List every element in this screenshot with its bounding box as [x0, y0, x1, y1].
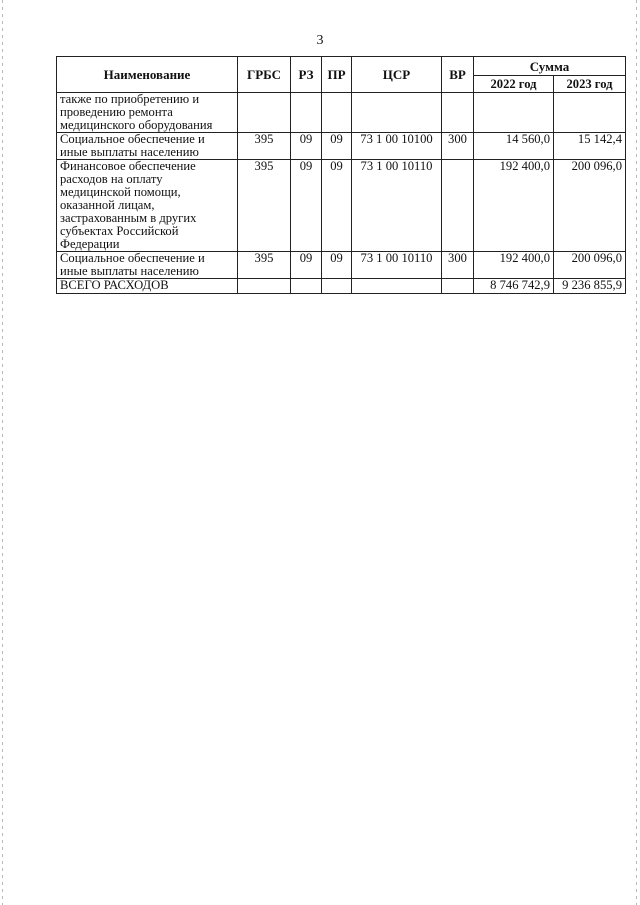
row-pr: 09 — [322, 160, 352, 252]
row-sum-2023: 15 142,4 — [554, 133, 626, 160]
row-sum-2023: 200 096,0 — [554, 160, 626, 252]
row-grbs: 395 — [238, 252, 291, 279]
row-vr: 300 — [442, 133, 474, 160]
table-row — [57, 93, 626, 133]
row-grbs: 395 — [238, 160, 291, 252]
table-header — [57, 57, 626, 93]
header-year-2023: 2023 год — [554, 76, 626, 93]
row-pr: 09 — [322, 133, 352, 160]
row-rz — [291, 93, 322, 133]
row-grbs — [238, 93, 291, 133]
row-name: Социальное обеспечение и иные выплаты населению — [57, 252, 238, 279]
header-year-2022: 2022 год — [474, 76, 554, 93]
total-sum-2022: 8 746 742,9 — [474, 279, 554, 294]
scan-edge-right — [636, 0, 637, 905]
expenditure-table — [56, 56, 626, 294]
row-sum-2023: 200 096,0 — [554, 252, 626, 279]
table-row — [57, 252, 626, 279]
row-vr — [442, 93, 474, 133]
header-rz: РЗ — [291, 57, 322, 93]
table-row — [57, 160, 626, 252]
header-pr: ПР — [322, 57, 352, 93]
total-sum-2023: 9 236 855,9 — [554, 279, 626, 294]
row-rz: 09 — [291, 252, 322, 279]
row-rz: 09 — [291, 160, 322, 252]
total-empty-cell — [322, 279, 352, 294]
header-name: Наименование — [57, 57, 238, 93]
row-sum-2022: 192 400,0 — [474, 160, 554, 252]
row-pr: 09 — [322, 252, 352, 279]
row-name: Финансовое обеспечение расходов на оплату медицинской помощи, оказанной лицам, застрахованным в других субъектах Российской Федерации — [57, 160, 238, 252]
row-sum-2022 — [474, 93, 554, 133]
total-empty-cell — [238, 279, 291, 294]
total-label: ВСЕГО РАСХОДОВ — [57, 279, 238, 294]
total-empty-cell — [352, 279, 442, 294]
row-csr — [352, 93, 442, 133]
header-csr: ЦСР — [352, 57, 442, 93]
row-csr: 73 1 00 10110 — [352, 160, 442, 252]
row-sum-2023 — [554, 93, 626, 133]
row-sum-2022: 14 560,0 — [474, 133, 554, 160]
total-empty-cell — [442, 279, 474, 294]
row-pr — [322, 93, 352, 133]
total-empty-cell — [291, 279, 322, 294]
scan-edge-left — [2, 0, 3, 905]
page-number: 3 — [316, 33, 324, 48]
header-vr: ВР — [442, 57, 474, 93]
table-row — [57, 133, 626, 160]
row-rz: 09 — [291, 133, 322, 160]
row-vr: 300 — [442, 252, 474, 279]
row-csr: 73 1 00 10100 — [352, 133, 442, 160]
row-vr — [442, 160, 474, 252]
row-sum-2022: 192 400,0 — [474, 252, 554, 279]
row-grbs: 395 — [238, 133, 291, 160]
row-name: Социальное обеспечение и иные выплаты населению — [57, 133, 238, 160]
header-sum: Сумма — [474, 57, 626, 76]
row-csr: 73 1 00 10110 — [352, 252, 442, 279]
header-grbs: ГРБС — [238, 57, 291, 93]
row-name: также по приобретению и проведению ремонта медицинского оборудования — [57, 93, 238, 133]
total-row — [57, 279, 626, 294]
